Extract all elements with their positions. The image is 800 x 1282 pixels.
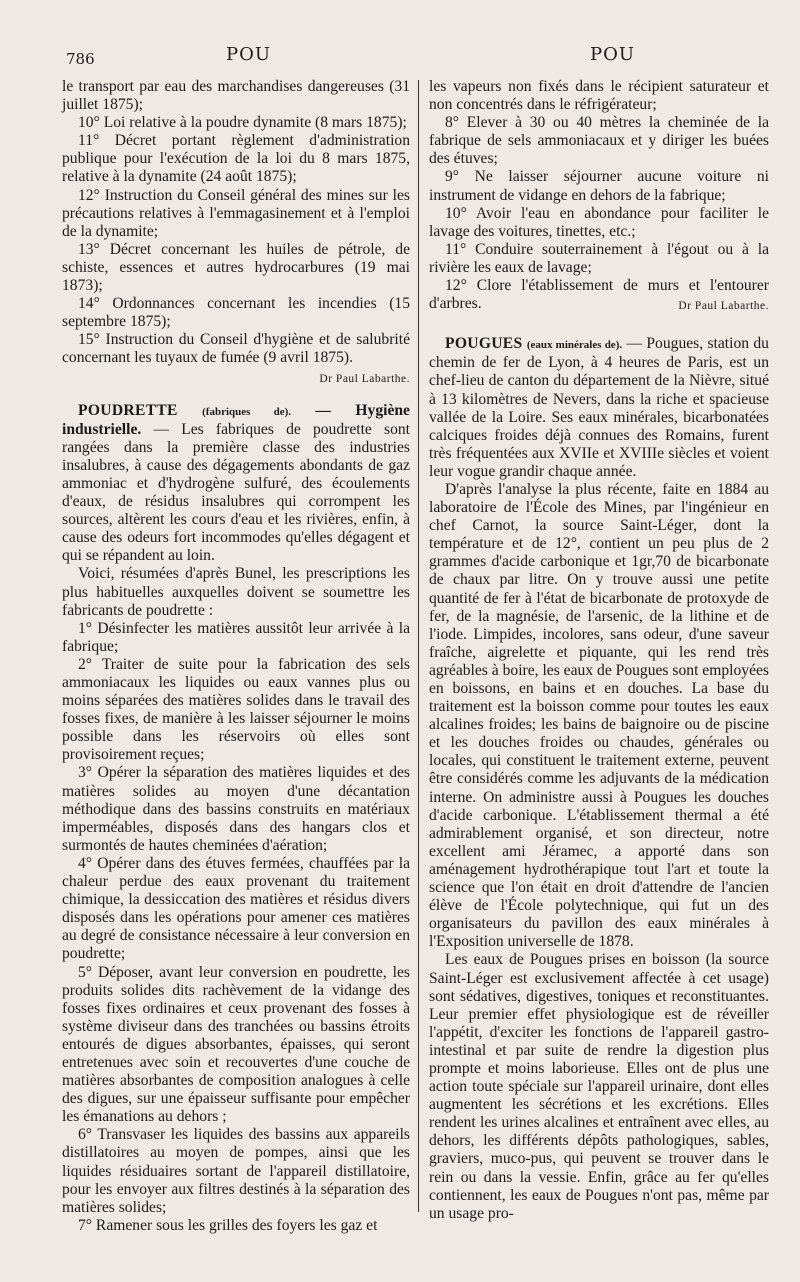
paragraph: D'après l'analyse la plus récente, faite en 1884 au laboratoire de l'École des Mines, par l'ingénieur en chef Carnot, la source Saint-Léger, dont la température et de 12°, contient un peu plus de 2 grammes d'acide carbonique et 1gr,70 de bicarbonate de chaux par litre. On y trouve aussi une petite quantité de fer à l'état de bicarbonate de protoxyde de fer, de la magnésie, de l'arsenic, de la lithine et de l'iode. Limpides, incolores, sans odeur, d'une saveur fraîche, aigrelette et piquante, qui les rend très agréables à boire, les eaux de Pougues sont employées en boissons, en bains et en douches. La base du traitement est la boisson comme pour toutes les eaux alcalines froides; les bains de baignoire ou de piscine et les douches froides ou chaudes, générales ou locales, qui constituent le traitement externe, peuvent être considérés comme les adjuvants de la médication interne. On administre aussi à Pougues les douches d'acide carbonique. L'établissement thermal a été admirablement organisé, et son directeur, notre excellent ami Jéramec, a apporté dans son aménagement hydrothérapique tout l'art et toute la science que l'on était en droit d'attendre de l'ancien élève de l'École polytechnique, qui fut un des organisateurs du pavillon des eaux minérales à l'Exposition universelle de 1878. [429, 480, 769, 951]
list-item-text: 12° Clore l'établissement de murs et l'entourer d'arbres. [429, 277, 769, 313]
running-head-left: POU [226, 44, 272, 65]
list-item: 5° Déposer, avant leur conversion en poudrette, les produits solides dits rachèvement de la vidange des fosses fixes ordinaires et ceux provenant des fosses à système diviseur dans des tranchées ou bassins étroits entourés de digues absorbantes, épaisses, qui seront entretenues avec soin et recouvertes d'une couche de matières absorbantes de composition analogues à celle des digues, sur une épaisseur suffisante pour empêcher les émanations au dehors ; [62, 963, 410, 1126]
list-item: 7° Ramener sous les grilles des foyers les gaz et [78, 1216, 378, 1234]
left-column [62, 78, 410, 1235]
list-item: 10° Loi relative à la poudre dynamite (8 mars 1875); [78, 114, 407, 132]
entry-lead: — Hygiène industrielle. [62, 401, 410, 438]
paragraph: Voici, résumées d'après Bunel, les prescriptions les plus habituelles auxquelles doivent se soumettre les fabricants de poudrette : [62, 565, 410, 619]
author-signature: Dr Paul Labarthe. [678, 300, 769, 313]
entry-heading-paragraph [429, 335, 769, 481]
paragraph: — Pougues, station du chemin de fer de Lyon, à 4 heures de Paris, est un chef-lieu de canton du département de la Nièvre, situé à 13 kilomètres de Nevers, dans la riche et spacieuse vallée de la Loire. Ses eaux minérales, bicarbonatées calciques froides déjà connues des Romains, furent très fréquentées aux XVIIe et XVIIIe siècles et voient leur vogue grandir chaque année. [429, 335, 769, 480]
list-item: 6° Transvaser les liquides des bassins aux appareils distillatoires au moyen de pompes, ainsi que les liquides résiduaires sortant de l'appareil distillatoire, pour les envoyer aux filtres destinés à la séparation des matières solides; [62, 1126, 410, 1216]
list-item: le transport par eau des marchandises dangereuses (31 juillet 1875); [62, 78, 410, 114]
paragraph: Les eaux de Pougues prises en boisson (la source Saint-Léger est exclusivement affectée à cet usage) sont sédatives, digestives, toniques et reconstituantes. Leur premier effet physiologique est de réveiller l'appétit, d'exciter les fonctions de l'appareil gastro-intestinal et par suite de rendre la digestion plus prompte et moins laborieuse. Elles ont de plus une action toute spéciale sur l'appareil urinaire, dont elles augmentent les sécrétions et les excrétions. Elles rendent les urines alcalines et entraînent avec elles, au dehors, les différents dépôts pathologiques, sables, graviers, muco-pus, qui peuvent se trouver dans le rein ou dans la vessie. Enfin, grâce au fer qu'elles contiennent, les eaux de Pougues n'ont pas, même par un usage pro- [429, 951, 769, 1222]
author-signature: Dr Paul Labarthe. [319, 372, 410, 385]
entry-title: POUGUES [445, 335, 523, 353]
list-item: 11° Décret portant règlement d'administration publique pour l'exécution de la loi du 8 mars 1875, relative à la dynamite (24 août 1875); [62, 132, 410, 186]
list-item: 3° Opérer la séparation des matières liquides et des matières solides au moyen d'une décantation méthodique dans des bassins construits en matériaux imperméables, disposés dans des hangars clos et surmontés de hautes cheminées d'aération; [62, 764, 410, 854]
list-item: 13° Décret concernant les huiles de pétrole, de schiste, essences et autres hydrocarbures (19 mai 1873); [62, 240, 410, 295]
list-item [429, 277, 769, 313]
list-item: les vapeurs non fixés dans le récipient saturateur et non concentrés dans le réfrigérateur; [429, 78, 769, 114]
list-item: 4° Opérer dans des étuves fermées, chauffées par la chaleur perdue des eaux provenant du traitement chimique, la dessiccation des matières et résidus divers disposés dans les opérations pour amener ces matières au degré de consistance nécessaire à leur conversion en poudrette; [62, 854, 410, 963]
entry-title: POUDRETTE [78, 401, 178, 419]
list-item: 9° Ne laisser séjourner aucune voiture ni instrument de vidange en dehors de la fabrique; [429, 168, 769, 204]
list-item: 14° Ordonnances concernant les incendies (15 septembre 1875); [62, 295, 410, 331]
list-item: 15° Instruction du Conseil d'hygiène et de salubrité concernant les tuyaux de fumée (9 avril 1875). [62, 331, 410, 367]
list-item: 10° Avoir l'eau en abondance pour faciliter le lavage des voitures, tinettes, etc.; [429, 204, 769, 240]
paragraph: — Les fabriques de poudrette sont rangées dans la première classe des industries insalubres, à cause des dégagements abondants de gaz ammoniac et d'hydrogène sulfuré, des écoulements d'eaux, de résidus insalubres qui corrompent les sources, altèrent les cours d'eau et les rivières, enfin, à cause des odeurs fort incommodes qu'elles dégagent et qui se répandent au loin. [62, 420, 410, 565]
right-column [429, 78, 769, 1223]
entry-heading-paragraph [62, 402, 410, 566]
running-head-right: POU [590, 44, 636, 65]
section-spacer [429, 313, 769, 335]
entry-subtitle: (eaux minérales de). [526, 339, 623, 352]
page-number: 786 [66, 50, 95, 68]
list-item: 2° Traiter de suite pour la fabrication des sels ammoniacaux les liquides ou eaux vannes plus ou moins séparées des matières solides dans le travail des fosses fixes, de manière à les laisser séjourner le moins possible dans les réservoirs où elles sont provisoirement reçues; [62, 655, 410, 764]
list-item: 11° Conduire souterrainement à l'égout ou à la rivière les eaux de lavage; [429, 240, 769, 276]
entry-subtitle: (fabriques de). [202, 405, 292, 418]
list-item: 8° Elever à 30 ou 40 mètres la cheminée de la fabrique de sels ammoniacaux et y diriger les buées des étuves; [429, 114, 769, 168]
list-item: 12° Instruction du Conseil général des mines sur les précautions relatives à l'emmagasinement et à l'emploi de la dynamite; [62, 186, 410, 240]
list-item: 1° Désinfecter les matières aussitôt leur arrivée à la fabrique; [62, 619, 410, 655]
column-divider [418, 80, 419, 1212]
